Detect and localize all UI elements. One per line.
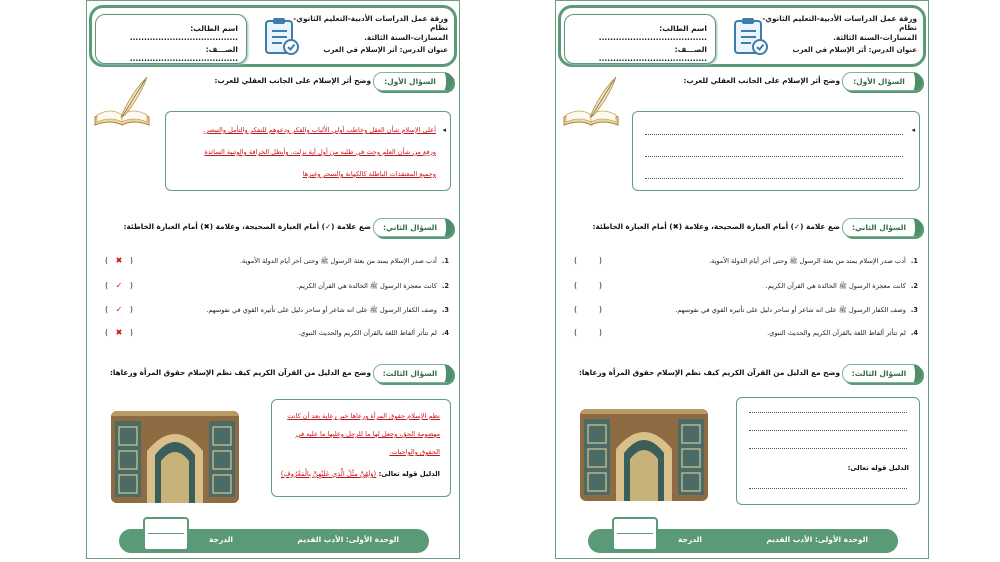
check-mark: ✓	[115, 305, 123, 314]
class-field[interactable]: الصـــف: ......................................	[129, 45, 238, 63]
mosque-arch-image	[580, 409, 708, 501]
grade-box[interactable]	[143, 517, 189, 551]
question-1-text: وضح أثر الإسلام على الجانب العقلي للعرب:	[683, 76, 840, 85]
question-2-label: السؤال الثاني:	[373, 218, 453, 237]
answer-parens[interactable]: ( )	[574, 328, 602, 337]
student-info-box	[564, 14, 716, 64]
statement-item: 2.كانت معجزة الرسول ﷺ الخالدة هي القرآن الكريم.	[765, 282, 918, 290]
book-quill-icon	[560, 73, 622, 131]
answer-parens[interactable]: ( ✓ )	[105, 281, 133, 290]
answer-parens[interactable]: ( )	[574, 281, 602, 290]
worksheet-answered	[86, 0, 460, 559]
proof-line: الدليل قوله تعالى:	[847, 464, 909, 472]
answer-parens[interactable]: ( ✖ )	[105, 256, 133, 265]
grade-box[interactable]	[612, 517, 658, 551]
cross-mark: ✖	[115, 328, 123, 337]
clipboard-checklist-icon	[729, 15, 771, 57]
unit-title: الوحدة الأولى: الأدب القديم	[766, 535, 868, 544]
question-1-answer-box[interactable]	[632, 111, 920, 191]
answer-line: نظم الإسلام حقوق المرأة ورعاها خير رعاية بعد أن كانت	[287, 412, 440, 420]
unit-title: الوحدة الأولى: الأدب القديم	[297, 535, 399, 544]
answer-line: ورفع من شأن العلم وحث في طلبه من أول آية نزلت. وأبطل الخرافة والوثنية السائدة	[204, 148, 436, 156]
cross-mark: ✖	[115, 256, 123, 265]
statement-item: 3.وصف الكفار الرسول ﷺ على انه شاعر أو ساحر دليل على تأثيره القوي في نفوسهم.	[675, 306, 918, 314]
student-info-box	[95, 14, 247, 64]
question-2-text: ضع علامة (✓) أمام العبارة الصحيحة، وعلامة (✖) أمام العبارة الخاطئة:	[123, 222, 371, 231]
statement-item: 4.لم تتأثر ألفاظ اللغة بالقرآن الكريم والحديث النبوي.	[767, 329, 918, 337]
question-1-text: وضح أثر الإسلام على الجانب العقلي للعرب:	[214, 76, 371, 85]
worksheet-header	[558, 5, 926, 67]
book-quill-icon	[91, 73, 153, 131]
bullet-icon: ◂	[911, 126, 915, 134]
statement-item: 3.وصف الكفار الرسول ﷺ على انه شاعر أو ساحر دليل على تأثيره القوي في نفوسهم.	[206, 306, 449, 314]
answer-line: الحقوق والواجبات.	[389, 448, 440, 456]
mosque-arch-image	[111, 411, 239, 503]
answer-parens[interactable]: ( )	[574, 256, 602, 265]
statement-item: 1.أدب صدر الإسلام يمتد من بعثة الرسول ﷺ وحتى آخر أيام الدولة الأموية.	[239, 257, 449, 265]
answer-line: أعلى الإسلام شأن العقل وخاطب أولي الألباب والفكر ودعوهم للتفكر والتأمل والتبصر.	[203, 126, 436, 134]
student-name-field[interactable]: اسم الطالب: ......................................	[129, 24, 238, 42]
question-1-label: السؤال الأول:	[842, 72, 922, 91]
worksheet-header	[89, 5, 457, 67]
lesson-subject: عنوان الدرس: أثر الإسلام في العرب	[323, 46, 448, 54]
statement-item: 4.لم تتأثر ألفاظ اللغة بالقرآن الكريم والحديث النبوي.	[298, 329, 449, 337]
clipboard-checklist-icon	[260, 15, 302, 57]
check-mark: ✓	[115, 281, 123, 290]
bullet-icon: ◂	[442, 126, 446, 134]
statement-item: 2.كانت معجزة الرسول ﷺ الخالدة هي القرآن الكريم.	[296, 282, 449, 290]
question-3-text: وضح مع الدليل من القرآن الكريم كيف نظم الإسلام حقوق المرأة ورعاها:	[109, 368, 371, 377]
answer-parens[interactable]: ( )	[574, 305, 602, 314]
student-name-field[interactable]: اسم الطالب: ......................................	[598, 24, 707, 42]
question-2-text: ضع علامة (✓) أمام العبارة الصحيحة، وعلامة (✖) أمام العبارة الخاطئة:	[592, 222, 840, 231]
question-1-label: السؤال الأول:	[373, 72, 453, 91]
lesson-subject: عنوان الدرس: أثر الإسلام في العرب	[792, 46, 917, 54]
worksheet-title: ورقة عمل الدراسات الأدبية-التعليم الثانوي-نظام المسارات-السنة الثالثة.	[293, 14, 448, 42]
question-2-label: السؤال الثاني:	[842, 218, 922, 237]
question-3-label: السؤال الثالث:	[842, 364, 922, 383]
proof-line: الدليل قوله تعالى: (وَلَهُنَّ مِثْلُ الَّذِي عَلَيْهِنَّ بِالْمَعْرُوفِ)	[280, 470, 440, 478]
worksheet-blank	[555, 0, 929, 559]
answer-parens[interactable]: ( ✖ )	[105, 328, 133, 337]
question-3-text: وضح مع الدليل من القرآن الكريم كيف نظم الإسلام حقوق المرأة ورعاها:	[578, 368, 840, 377]
answer-line: مهضومة الحق، وجعل لها ما للرجل وعليها ما عليه في	[295, 430, 440, 438]
answer-parens[interactable]: ( ✓ )	[105, 305, 133, 314]
class-field[interactable]: الصـــف: ......................................	[598, 45, 707, 63]
question-3-label: السؤال الثالث:	[373, 364, 453, 383]
statement-item: 1.أدب صدر الإسلام يمتد من بعثة الرسول ﷺ وحتى آخر أيام الدولة الأموية.	[708, 257, 918, 265]
answer-line: وجميع المعتقدات الباطلة كالكهانة والسحر وغيرها	[302, 170, 436, 178]
question-3-answer-box[interactable]	[736, 397, 920, 505]
question-3-answer-box	[271, 399, 451, 497]
worksheet-title: ورقة عمل الدراسات الأدبية-التعليم الثانوي-نظام المسارات-السنة الثالثة.	[762, 14, 917, 42]
grade-label: الدرجة	[209, 535, 233, 544]
question-1-answer-box	[165, 111, 451, 191]
grade-label: الدرجة	[678, 535, 702, 544]
